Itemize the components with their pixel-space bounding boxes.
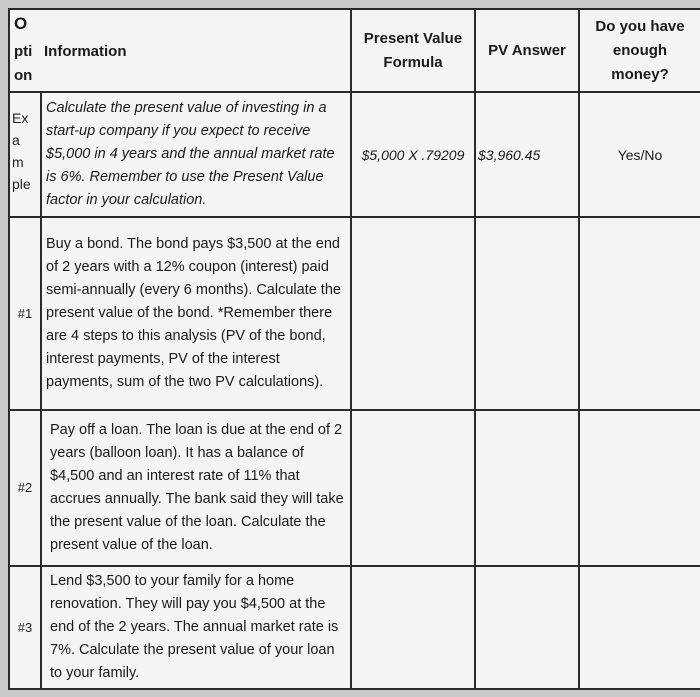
pv-formula-header-line1: Present Value xyxy=(363,29,463,47)
enough-header-line1: Do you have xyxy=(595,17,685,35)
worksheet xyxy=(8,8,700,690)
example-label-4: ple xyxy=(12,176,31,192)
example-label-cell xyxy=(9,92,41,217)
question-1-answer[interactable] xyxy=(475,217,579,410)
option-header-pti: pti xyxy=(14,43,33,60)
question-3-label: #3 xyxy=(9,566,41,689)
question-3-formula[interactable] xyxy=(351,566,475,689)
option-header-on: on xyxy=(14,67,33,84)
pv-table xyxy=(8,8,700,690)
question-3-description: Lend $3,500 to your family for a home renovation. They will pay you $4,500 at the end of the 2 years. The annual market rate is 7%. Calculate the present value of your loan to your family. xyxy=(41,566,351,689)
example-label-1: Ex xyxy=(12,110,29,126)
pv-formula-header-line2: Formula xyxy=(383,53,443,71)
question-2-answer[interactable] xyxy=(475,410,579,566)
example-label-2: a xyxy=(12,132,20,148)
example-formula[interactable]: $5,000 X .79209 xyxy=(351,92,475,217)
enough-header-line3: money? xyxy=(611,65,669,83)
pv-answer-header: PV Answer xyxy=(475,9,579,92)
question-3-answer[interactable] xyxy=(475,566,579,689)
question-2-description: Pay off a loan. The loan is due at the end of 2 years (balloon loan). It has a balance of $4,500 and an interest rate of 11% that accrues annually. The bank said they will take the present value of the loan. Calculate the present value of the loan. xyxy=(41,410,351,566)
example-description: Calculate the present value of investing in a start-up company if you expect to receive $5,000 in 4 years and the annual market rate is 6%. Remember to use the Present Value factor in your calculation. xyxy=(41,92,351,217)
question-1-row xyxy=(9,217,700,410)
pv-formula-header xyxy=(351,9,475,92)
option-information-header xyxy=(9,9,351,92)
question-1-label: #1 xyxy=(9,217,41,410)
question-2-label: #2 xyxy=(9,410,41,566)
enough-header-line2: enough xyxy=(612,41,668,59)
question-1-enough[interactable] xyxy=(579,217,700,410)
question-2-enough[interactable] xyxy=(579,410,700,566)
example-label-3: m xyxy=(12,154,24,170)
information-header: Information xyxy=(44,43,127,60)
question-1-formula[interactable] xyxy=(351,217,475,410)
example-enough[interactable]: Yes/No xyxy=(579,92,700,217)
question-3-enough[interactable] xyxy=(579,566,700,689)
option-header-o: O xyxy=(14,14,28,33)
question-1-description: Buy a bond. The bond pays $3,500 at the end of 2 years with a 12% coupon (interest) paid semi-annually (every 6 months). Calculate the present value of the bond. *Remember there are 4 steps to this analysis (PV of the bond, interest payments, PV of the interest payments, sum of the two PV calculations). xyxy=(41,217,351,410)
example-row xyxy=(9,92,700,217)
question-3-row xyxy=(9,566,700,689)
example-answer[interactable]: $3,960.45 xyxy=(475,92,579,217)
header-row xyxy=(9,9,700,92)
question-2-row xyxy=(9,410,700,566)
enough-money-header xyxy=(579,9,700,92)
question-2-formula[interactable] xyxy=(351,410,475,566)
